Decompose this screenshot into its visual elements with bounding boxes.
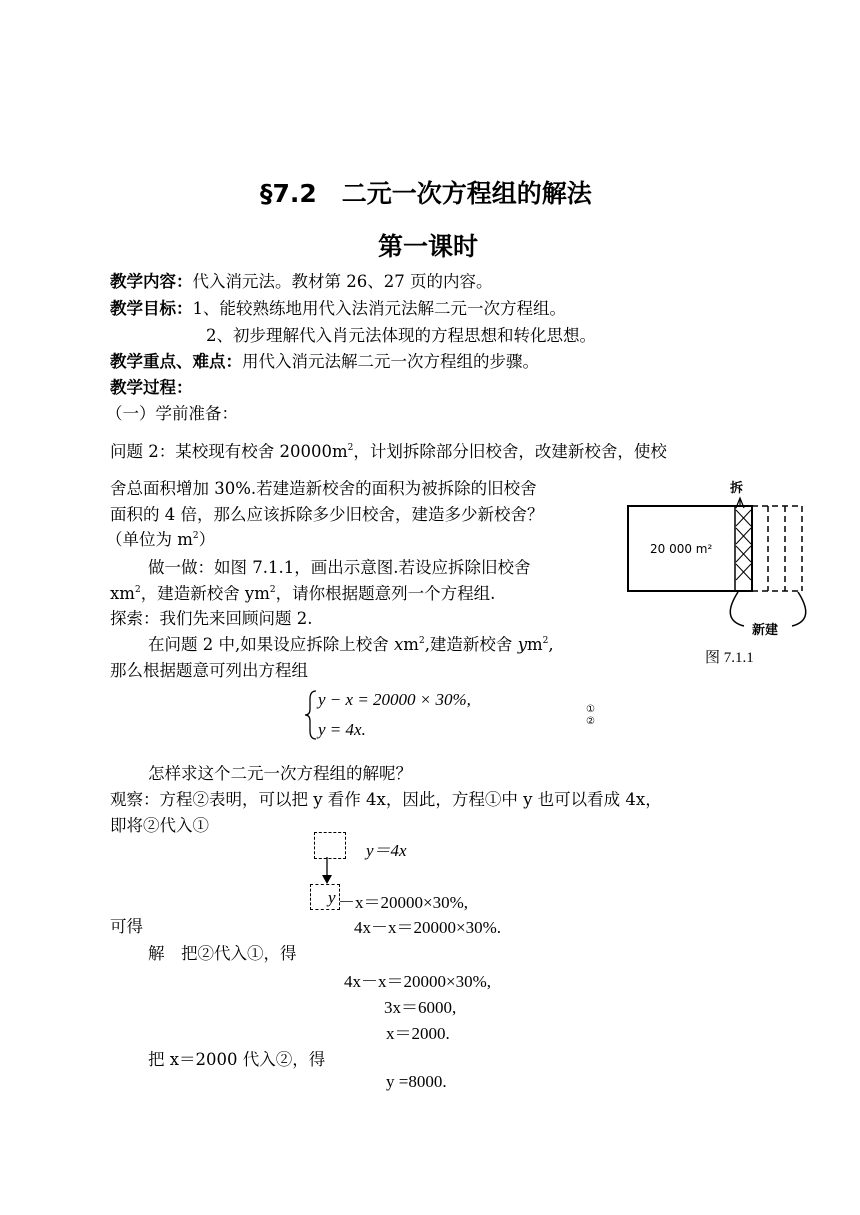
prep-heading: （一）学前准备： bbox=[106, 404, 238, 423]
given-line2: 那么根据题意可列出方程组 bbox=[110, 661, 308, 680]
problem2-label: 问题 2： bbox=[110, 442, 176, 461]
process-label: 教学过程： bbox=[110, 378, 193, 397]
figure-label-demolish: 拆 bbox=[730, 481, 744, 496]
problem2-unit: （单位为 $m^2$） bbox=[106, 530, 216, 549]
substitution-box-top bbox=[314, 832, 346, 859]
mark-2: ② bbox=[586, 716, 595, 727]
solution-step-3: x＝2000. bbox=[386, 1024, 450, 1043]
sub-rest: －x＝20000×30%, bbox=[338, 893, 468, 912]
content-text: 代入消元法。教材第 26、27 页的内容。 bbox=[192, 272, 493, 291]
key-text: 用代入消元法解二元一次方程组的步骤。 bbox=[242, 352, 539, 371]
lesson-subtitle: 第一课时 bbox=[378, 232, 479, 261]
observe-line2: 即将②代入① bbox=[110, 816, 209, 835]
solution-step-4: y =8000. bbox=[386, 1072, 447, 1091]
given-line1: 在问题 2 中,如果设应拆除上校舍 $xm^2$,建造新校舍 $ym^2$, bbox=[148, 635, 554, 654]
sub-result: 4x－x＝20000×30%. bbox=[354, 918, 501, 937]
doit-line1: 做一做：如图 7.1.1，画出示意图.若设应拆除旧校舍 bbox=[148, 558, 531, 577]
sub-y: y bbox=[328, 888, 336, 907]
figure-new-area-dashed bbox=[752, 506, 802, 591]
figure-area-label: 20 000 m² bbox=[650, 542, 713, 556]
content-line bbox=[110, 268, 492, 292]
figure-caption: 图 7.1.1 bbox=[705, 650, 754, 666]
explore-line: 探索：我们先来回顾问题 2. bbox=[110, 609, 313, 628]
solution-step-1: 4x－x＝20000×30%, bbox=[344, 972, 491, 991]
system-eq1: y − x = 20000 × 30%, bbox=[318, 690, 471, 709]
problem2-line2: 舍总面积增加 30%.若建造新校舍的面积为被拆除的旧校舍 bbox=[110, 479, 537, 498]
system-eq2: y = 4x. bbox=[318, 720, 366, 739]
figure-7-1-1 bbox=[620, 470, 820, 670]
observe-line1: 观察：方程②表明，可以把 y 看作 4x，因此，方程①中 y 也可以看成 4x， bbox=[110, 790, 662, 809]
goals-line bbox=[110, 295, 566, 319]
problem2-line1: 问题 2：某校现有校舍 $20000m^2$，计划拆除部分旧校舍，改建新校舍，使校 bbox=[110, 442, 667, 461]
mark-1: ① bbox=[586, 704, 595, 715]
goals-label: 教学目标： bbox=[110, 299, 193, 318]
goal-item-1: 1、能较熟练地用代入法消元法解二元一次方程组。 bbox=[192, 299, 566, 318]
figure-brace bbox=[730, 592, 805, 626]
substitute-back: 把 x＝2000 代入②，得 bbox=[148, 1050, 326, 1069]
substitution-arrow bbox=[320, 857, 334, 885]
content-label: 教学内容： bbox=[110, 272, 193, 291]
key-label: 教学重点、难点： bbox=[110, 352, 242, 371]
sub-eq-top: y＝4x bbox=[366, 841, 407, 860]
system-brace bbox=[304, 689, 318, 741]
result-label: 可得 bbox=[110, 917, 143, 936]
solution-step-2: 3x＝6000, bbox=[384, 998, 457, 1017]
page-title: §7.2 二元一次方程组的解法 bbox=[260, 179, 592, 208]
doit-line2: $xm^2$，建造新校舍 $ym^2$，请你根据题意列一个方程组. bbox=[110, 584, 496, 603]
figure-label-new: 新建 bbox=[752, 623, 779, 638]
key-line bbox=[110, 348, 539, 372]
figure-cross-marks bbox=[736, 510, 751, 580]
goal-item-2: 2、初步理解代入肖元法体现的方程思想和转化思想。 bbox=[206, 326, 596, 345]
solution-label: 解 把②代入①，得 bbox=[148, 944, 297, 963]
problem2-line3: 面积的 4 倍，那么应该拆除多少旧校舍，建造多少新校舍？ bbox=[110, 505, 544, 524]
how-line: 怎样求这个二元一次方程组的解呢？ bbox=[148, 764, 412, 783]
